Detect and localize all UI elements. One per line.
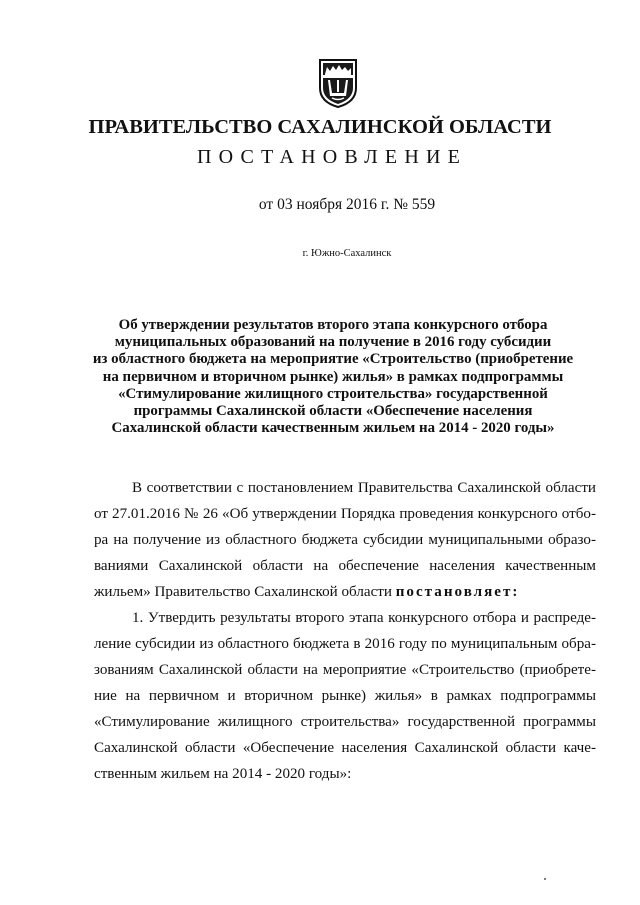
resolution-keyword: постановляет: [395, 584, 520, 600]
government-name: ПРАВИТЕЛЬСТВО САХАЛИНСКОЙ ОБЛАСТИ [88, 116, 552, 138]
scan-speck [544, 878, 546, 880]
body-line: ваниями Сахалинской области на обеспечение населения качественным [94, 558, 596, 574]
item-1-paragraph [94, 605, 596, 787]
document-type: ПОСТАНОВЛЕНИЕ [196, 146, 468, 168]
body-line: 1. Утвердить результаты второго этапа конкурсного отбора и распреде- [132, 610, 596, 626]
body-line-last [94, 579, 596, 605]
subject-line: Об утверждении результатов второго этапа конкурсного отбора [118, 317, 548, 333]
body-line: Сахалинской области «Обеспечение населения Сахалинской области каче- [94, 740, 596, 756]
subject-line: Сахалинской области качественным жильем на 2014 - 2020 годы» [111, 420, 555, 437]
body-line-text: жильем» Правительство Сахалинской области [94, 584, 392, 600]
body-line: «Стимулирование жилищного строительства» государственной программы [94, 714, 596, 730]
coat-of-arms-icon [318, 58, 358, 108]
subject-line: из областного бюджета на мероприятие «Строительство (приобретение [92, 351, 574, 368]
document-city: г. Южно-Сахалинск [302, 248, 392, 259]
document-date-number: от 03 ноября 2016 г. № 559 [258, 196, 436, 213]
body-line: от 27.01.2016 № 26 «Об утверждении Порядка проведения конкурсного отбо- [94, 506, 596, 522]
document-body [94, 475, 596, 787]
body-line: ственным жильем на 2014 - 2020 годы»: [94, 766, 352, 782]
document-subject [90, 317, 576, 437]
body-line: ление субсидии из областного бюджета в 2016 году по муниципальным обра- [94, 636, 596, 652]
subject-line: муниципальных образований на получение в 2016 году субсидии [114, 334, 552, 351]
body-line: зованиям Сахалинской области на мероприятие «Строительство (приобрете- [94, 662, 596, 678]
body-line: ра на получение из областного бюджета субсидии муниципальными образо- [94, 532, 596, 548]
body-line: ние на первичном и вторичном рынке) жилья» в рамках подпрограммы [94, 688, 596, 704]
subject-line: программы Сахалинской области «Обеспечение населения [133, 403, 533, 420]
body-line: В соответствии с постановлением Правительства Сахалинской области [132, 480, 596, 496]
subject-line: «Стимулирование жилищного строительства» государственной [118, 385, 548, 402]
subject-line: на первичном и вторичном рынке) жилья» в рамках подпрограммы [102, 368, 564, 385]
preamble-paragraph [94, 475, 596, 605]
